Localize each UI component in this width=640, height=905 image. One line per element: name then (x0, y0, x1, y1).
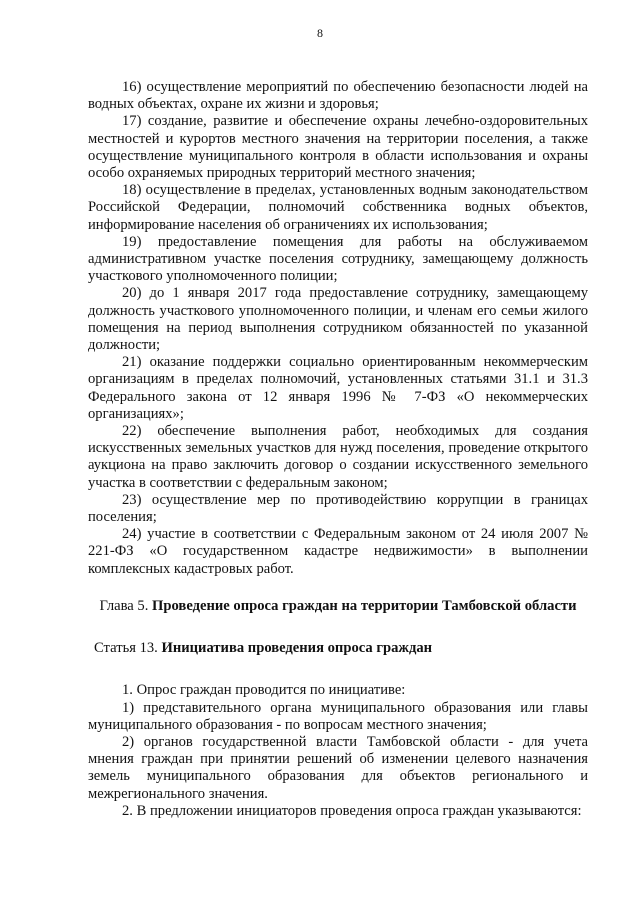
paragraph-23: 23) осуществление мер по противодействию коррупции в границах поселения; (88, 491, 588, 526)
article-title: Инициатива проведения опроса граждан (161, 640, 433, 657)
paragraph-17: 17) создание, развитие и обеспечение охраны лечебно-оздоровительных местностей и курортов местного значения на территории поселения, а также осуществление муниципального контроля в области использования и охраны особо охраняемых природных территорий местного значения; (88, 113, 588, 182)
article-paragraph-1-1: 1) представительного органа муниципального образования или главы муниципального образования - по вопросам местного значения; (88, 699, 588, 733)
paragraph-21: 21) оказание поддержки социально ориентированным некоммерческим организациям в пределах полномочий, установленных статьями 31.1 и 31.3 Федерального закона от 12 января 1996 № 7-ФЗ «О некоммерческих организациях»; (88, 354, 588, 422)
article-paragraph-1-2: 2) органов государственной власти Тамбовской области - для учета мнения граждан при принятии решений об изменении целевого назначения земель муниципального образования для объектов регионального и межрегионального значения. (88, 733, 588, 802)
chapter-prefix: Глава 5. (99, 597, 153, 614)
article-paragraph-2: 2. В предложении инициаторов проведения опроса граждан указываются: (122, 802, 582, 819)
paragraph-19: 19) предоставление помещения для работы на обслуживаемом административном участке поселения сотруднику, замещающему должность участкового уполномоченного полиции; (88, 233, 588, 285)
chapter-heading (88, 598, 588, 615)
paragraph-20: 20) до 1 января 2017 года предоставление сотруднику, замещающему должность участкового уполномоченного полиции, и членам его семьи жилого помещения на период выполнения сотрудником обязанностей по указанной должности; (88, 285, 588, 354)
document-body (88, 79, 588, 820)
paragraph-18: 18) осуществление в пределах, установленных водным законодательством Российской Федерации, полномочий собственника водных объектов, информирование населения об ограничениях их использования; (88, 182, 588, 233)
paragraph-16: 16) осуществление мероприятий по обеспечению безопасности людей на водных объектах, охране их жизни и здоровья; (88, 79, 588, 113)
article-prefix: Статья 13. (94, 640, 162, 657)
article-heading (88, 640, 588, 657)
chapter-title: Проведение опроса граждан на территории Тамбовской области (152, 597, 577, 614)
paragraph-24: 24) участие в соответствии с Федеральным законом от 24 июля 2007 № 221-ФЗ «О государственном кадастре недвижимости» в выполнении комплексных кадастровых работ. (88, 526, 588, 577)
article-paragraph-1: 1. Опрос граждан проводится по инициативе: (122, 682, 406, 699)
page-number: 8 (317, 26, 323, 40)
paragraph-22: 22) обеспечение выполнения работ, необходимых для создания искусственных земельных участков для нужд поселения, проведение открытого аукциона на право заключить договор о создании искусственного земельного участка в соответствии с федеральным законом; (88, 423, 588, 491)
